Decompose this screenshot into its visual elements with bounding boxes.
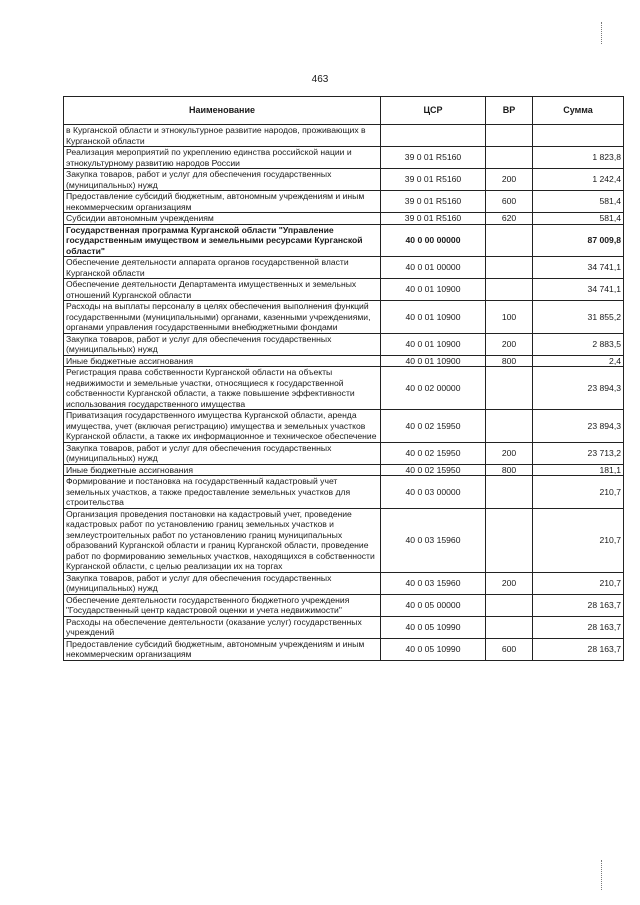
table-row (64, 508, 624, 572)
cell-vr: 800 (486, 464, 533, 476)
table-row (64, 333, 624, 355)
cell-sum: 210,7 (533, 572, 624, 594)
table-row (64, 257, 624, 279)
cell-csr: 40 0 03 15960 (381, 508, 486, 572)
cell-csr: 40 0 01 10900 (381, 333, 486, 355)
cell-name: Предоставление субсидий бюджетным, автономным учреждениям и иным некоммерческим организациям (64, 191, 381, 213)
cell-name: Обеспечение деятельности аппарата органов государственной власти Курганской области (64, 257, 381, 279)
cell-sum: 2,4 (533, 355, 624, 367)
cell-csr: 40 0 03 15960 (381, 572, 486, 594)
cell-csr: 40 0 02 15950 (381, 464, 486, 476)
cell-csr: 40 0 01 00000 (381, 257, 486, 279)
cell-csr (381, 125, 486, 147)
cell-vr (486, 279, 533, 301)
cell-csr: 39 0 01 R5160 (381, 191, 486, 213)
cell-sum: 581,4 (533, 191, 624, 213)
table-row (64, 169, 624, 191)
cell-vr: 200 (486, 572, 533, 594)
table-header-row (64, 97, 624, 125)
cell-sum: 1 242,4 (533, 169, 624, 191)
header-name: Наименование (64, 97, 381, 125)
cell-sum: 181,1 (533, 464, 624, 476)
cell-vr (486, 410, 533, 443)
cell-name: Закупка товаров, работ и услуг для обеспечения государственных (муниципальных) нужд (64, 442, 381, 464)
table-row (64, 125, 624, 147)
margin-mark-bottom (601, 860, 604, 890)
cell-csr: 39 0 01 R5160 (381, 147, 486, 169)
cell-csr: 40 0 02 00000 (381, 367, 486, 410)
cell-sum: 1 823,8 (533, 147, 624, 169)
page-number: 463 (311, 74, 329, 85)
cell-sum: 581,4 (533, 213, 624, 225)
cell-sum: 210,7 (533, 476, 624, 509)
cell-name: Приватизация государственного имущества Курганской области, аренда имущества, учет (включая регистрацию) имущества и земельных участков Курганской области, а также их информационное и техническое обеспечение (64, 410, 381, 443)
cell-sum: 34 741,1 (533, 279, 624, 301)
header-sum: Сумма (533, 97, 624, 125)
cell-name: Иные бюджетные ассигнования (64, 464, 381, 476)
cell-sum: 210,7 (533, 508, 624, 572)
cell-vr (486, 616, 533, 638)
margin-mark-top (601, 22, 604, 44)
cell-vr (486, 476, 533, 509)
cell-csr: 40 0 01 10900 (381, 279, 486, 301)
cell-name: Закупка товаров, работ и услуг для обеспечения государственных (муниципальных) нужд (64, 333, 381, 355)
table-row (64, 191, 624, 213)
cell-vr: 200 (486, 169, 533, 191)
cell-vr (486, 147, 533, 169)
header-vr: ВР (486, 97, 533, 125)
cell-name: Обеспечение деятельности государственного бюджетного учреждения "Государственный центр кадастровой оценки и учета недвижимости" (64, 594, 381, 616)
cell-sum: 28 163,7 (533, 616, 624, 638)
budget-table (63, 96, 624, 661)
cell-vr (486, 508, 533, 572)
cell-sum (533, 125, 624, 147)
cell-name: Иные бюджетные ассигнования (64, 355, 381, 367)
table-row (64, 594, 624, 616)
cell-name: Формирование и постановка на государственный кадастровый учет земельных участков, а также предоставление земельных участков для строительства (64, 476, 381, 509)
cell-csr: 39 0 01 R5160 (381, 213, 486, 225)
table-row (64, 367, 624, 410)
cell-sum: 31 855,2 (533, 301, 624, 334)
cell-sum: 87 009,8 (533, 224, 624, 257)
cell-vr: 600 (486, 638, 533, 660)
table-row (64, 616, 624, 638)
cell-csr: 40 0 00 00000 (381, 224, 486, 257)
cell-name: в Курганской области и этнокультурное развитие народов, проживающих в Курганской области (64, 125, 381, 147)
cell-csr: 40 0 01 10900 (381, 355, 486, 367)
cell-vr (486, 257, 533, 279)
cell-csr: 39 0 01 R5160 (381, 169, 486, 191)
cell-name: Расходы на обеспечение деятельности (оказание услуг) государственных учреждений (64, 616, 381, 638)
cell-name: Предоставление субсидий бюджетным, автономным учреждениям и иным некоммерческим организациям (64, 638, 381, 660)
cell-sum: 34 741,1 (533, 257, 624, 279)
cell-vr: 620 (486, 213, 533, 225)
cell-name: Реализация мероприятий по укреплению единства российской нации и этнокультурному развитию народов России (64, 147, 381, 169)
table-row (64, 410, 624, 443)
cell-vr (486, 125, 533, 147)
cell-csr: 40 0 05 10990 (381, 638, 486, 660)
table-row (64, 147, 624, 169)
cell-csr: 40 0 05 10990 (381, 616, 486, 638)
table-row (64, 572, 624, 594)
table-row (64, 224, 624, 257)
cell-sum: 23 894,3 (533, 367, 624, 410)
cell-name: Государственная программа Курганской области "Управление государственным имуществом и земельными ресурсами Курганской области" (64, 224, 381, 257)
cell-name: Организация проведения постановки на кадастровый учет, проведение кадастровых работ по установлению границ земельных участков и землеустроительных работ по установлению границ муниципальных образований Курганской области и границ Курганской области, проведение работ по формированию земельных участков, находящихся в собственности Курганской области, с целью реализации их на торгах (64, 508, 381, 572)
cell-sum: 23 894,3 (533, 410, 624, 443)
cell-sum: 23 713,2 (533, 442, 624, 464)
table-row (64, 638, 624, 660)
cell-vr: 200 (486, 442, 533, 464)
cell-vr: 600 (486, 191, 533, 213)
table-row (64, 442, 624, 464)
cell-csr: 40 0 02 15950 (381, 442, 486, 464)
table-row (64, 213, 624, 225)
cell-csr: 40 0 05 00000 (381, 594, 486, 616)
cell-vr (486, 594, 533, 616)
cell-name: Обеспечение деятельности Департамента имущественных и земельных отношений Курганской области (64, 279, 381, 301)
cell-csr: 40 0 01 10900 (381, 301, 486, 334)
cell-name: Субсидии автономным учреждениям (64, 213, 381, 225)
cell-csr: 40 0 02 15950 (381, 410, 486, 443)
table-row (64, 279, 624, 301)
cell-vr (486, 367, 533, 410)
cell-name: Закупка товаров, работ и услуг для обеспечения государственных (муниципальных) нужд (64, 169, 381, 191)
cell-sum: 28 163,7 (533, 638, 624, 660)
cell-sum: 2 883,5 (533, 333, 624, 355)
cell-name: Закупка товаров, работ и услуг для обеспечения государственных (муниципальных) нужд (64, 572, 381, 594)
table-row (64, 464, 624, 476)
cell-sum: 28 163,7 (533, 594, 624, 616)
cell-name: Регистрация права собственности Курганской области на объекты недвижимости и земельные участки, относящиеся к государственной собственности Курганской области, а также повышение эффективности использования государственного имущества (64, 367, 381, 410)
table-row (64, 355, 624, 367)
cell-vr (486, 224, 533, 257)
header-csr: ЦСР (381, 97, 486, 125)
table-row (64, 301, 624, 334)
cell-vr: 800 (486, 355, 533, 367)
cell-name: Расходы на выплаты персоналу в целях обеспечения выполнения функций государственными (муниципальными) органами, казенными учреждениями, органами управления государственными внебюджетными фондами (64, 301, 381, 334)
cell-csr: 40 0 03 00000 (381, 476, 486, 509)
table-row (64, 476, 624, 509)
cell-vr: 100 (486, 301, 533, 334)
cell-vr: 200 (486, 333, 533, 355)
